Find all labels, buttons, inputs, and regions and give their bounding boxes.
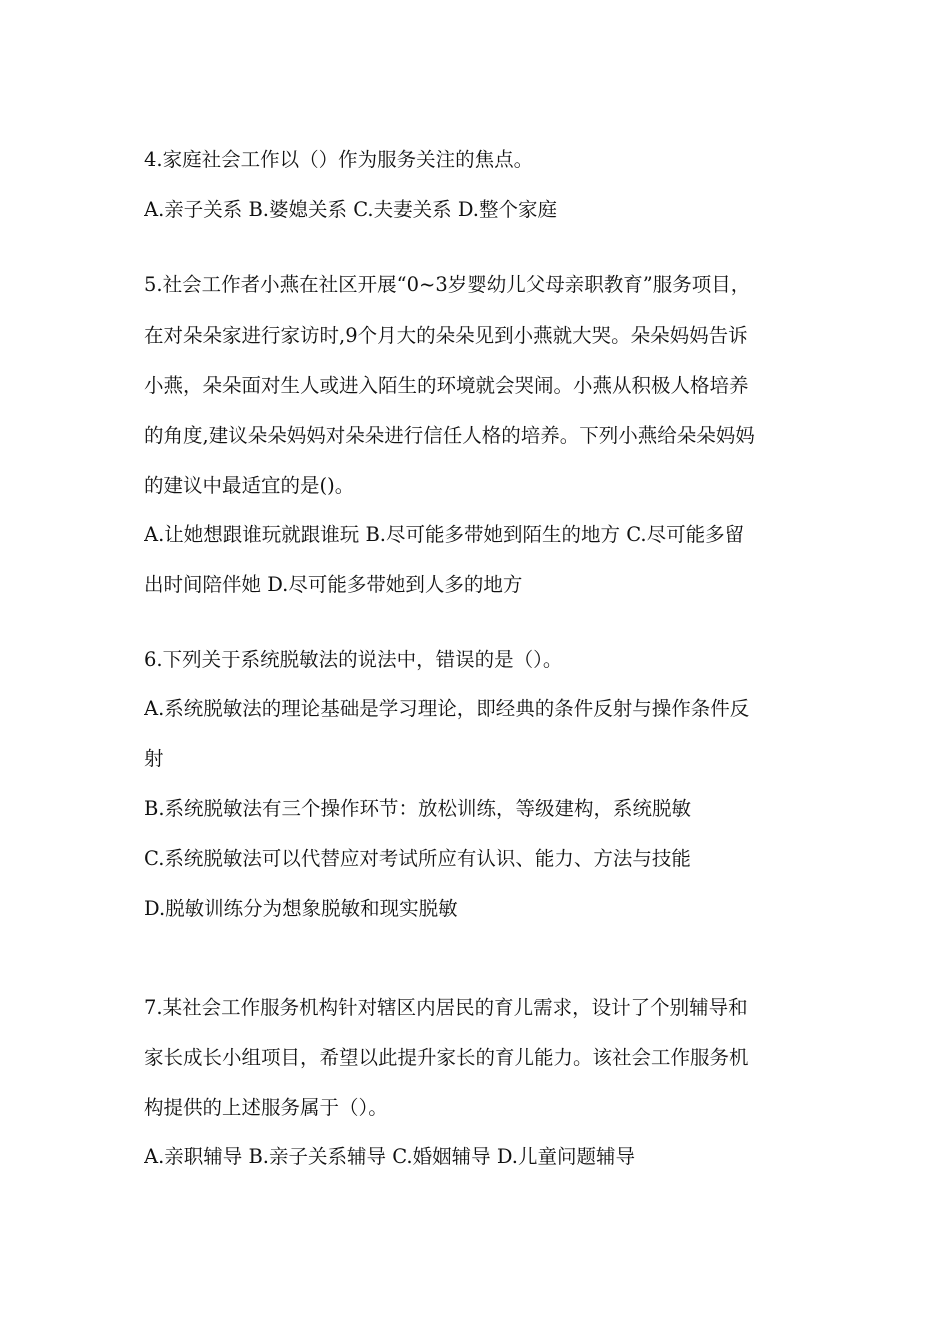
question-5-options-line-2: 出时间陪伴她 D.尽可能多带她到人多的地方	[144, 573, 523, 596]
question-5-options-line-1: A.让她想跟谁玩就跟谁玩 B.尽可能多带她到陌生的地方 C.尽可能多留	[144, 523, 745, 546]
question-5-stem-line-5: 的建议中最适宜的是()。	[144, 474, 355, 497]
question-7-options: A.亲职辅导 B.亲子关系辅导 C.婚姻辅导 D.儿童问题辅导	[144, 1145, 635, 1168]
question-6-option-c: C.系统脱敏法可以代替应对考试所应有认识、能力、方法与技能	[144, 847, 691, 870]
question-7-stem-line-3: 构提供的上述服务属于（）。	[144, 1096, 388, 1119]
question-6-stem: 6.下列关于系统脱敏法的说法中，错误的是（）。	[144, 648, 563, 671]
question-5-stem-line-4: 的角度,建议朵朵妈妈对朵朵进行信任人格的培养。下列小燕给朵朵妈妈	[144, 424, 755, 447]
question-4-stem: 4.家庭社会工作以（）作为服务关注的焦点。	[144, 148, 534, 171]
question-7-stem-line-2: 家长成长小组项目，希望以此提升家长的育儿能力。该社会工作服务机	[144, 1046, 749, 1069]
question-5-stem-line-1: 5.社会工作者小燕在社区开展“0~3岁婴幼儿父母亲职教育”服务项目，	[144, 273, 751, 296]
question-5-stem-line-3: 小燕，朵朵面对生人或进入陌生的环境就会哭闹。小燕从积极人格培养	[144, 374, 749, 397]
question-6-option-a-line-1: A.系统脱敏法的理论基础是学习理论，即经典的条件反射与操作条件反	[144, 697, 750, 720]
question-6-option-b: B.系统脱敏法有三个操作环节：放松训练，等级建构，系统脱敏	[144, 797, 692, 820]
question-7-stem-line-1: 7.某社会工作服务机构针对辖区内居民的育儿需求，设计了个别辅导和	[144, 996, 748, 1019]
question-6-option-d: D.脱敏训练分为想象脱敏和现实脱敏	[144, 897, 458, 920]
question-4-options: A.亲子关系 B.婆媳关系 C.夫妻关系 D.整个家庭	[144, 198, 557, 221]
question-6-option-a-line-2: 射	[144, 747, 164, 770]
question-5-stem-line-2: 在对朵朵家进行家访时,9个月大的朵朵见到小燕就大哭。朵朵妈妈告诉	[144, 324, 748, 347]
